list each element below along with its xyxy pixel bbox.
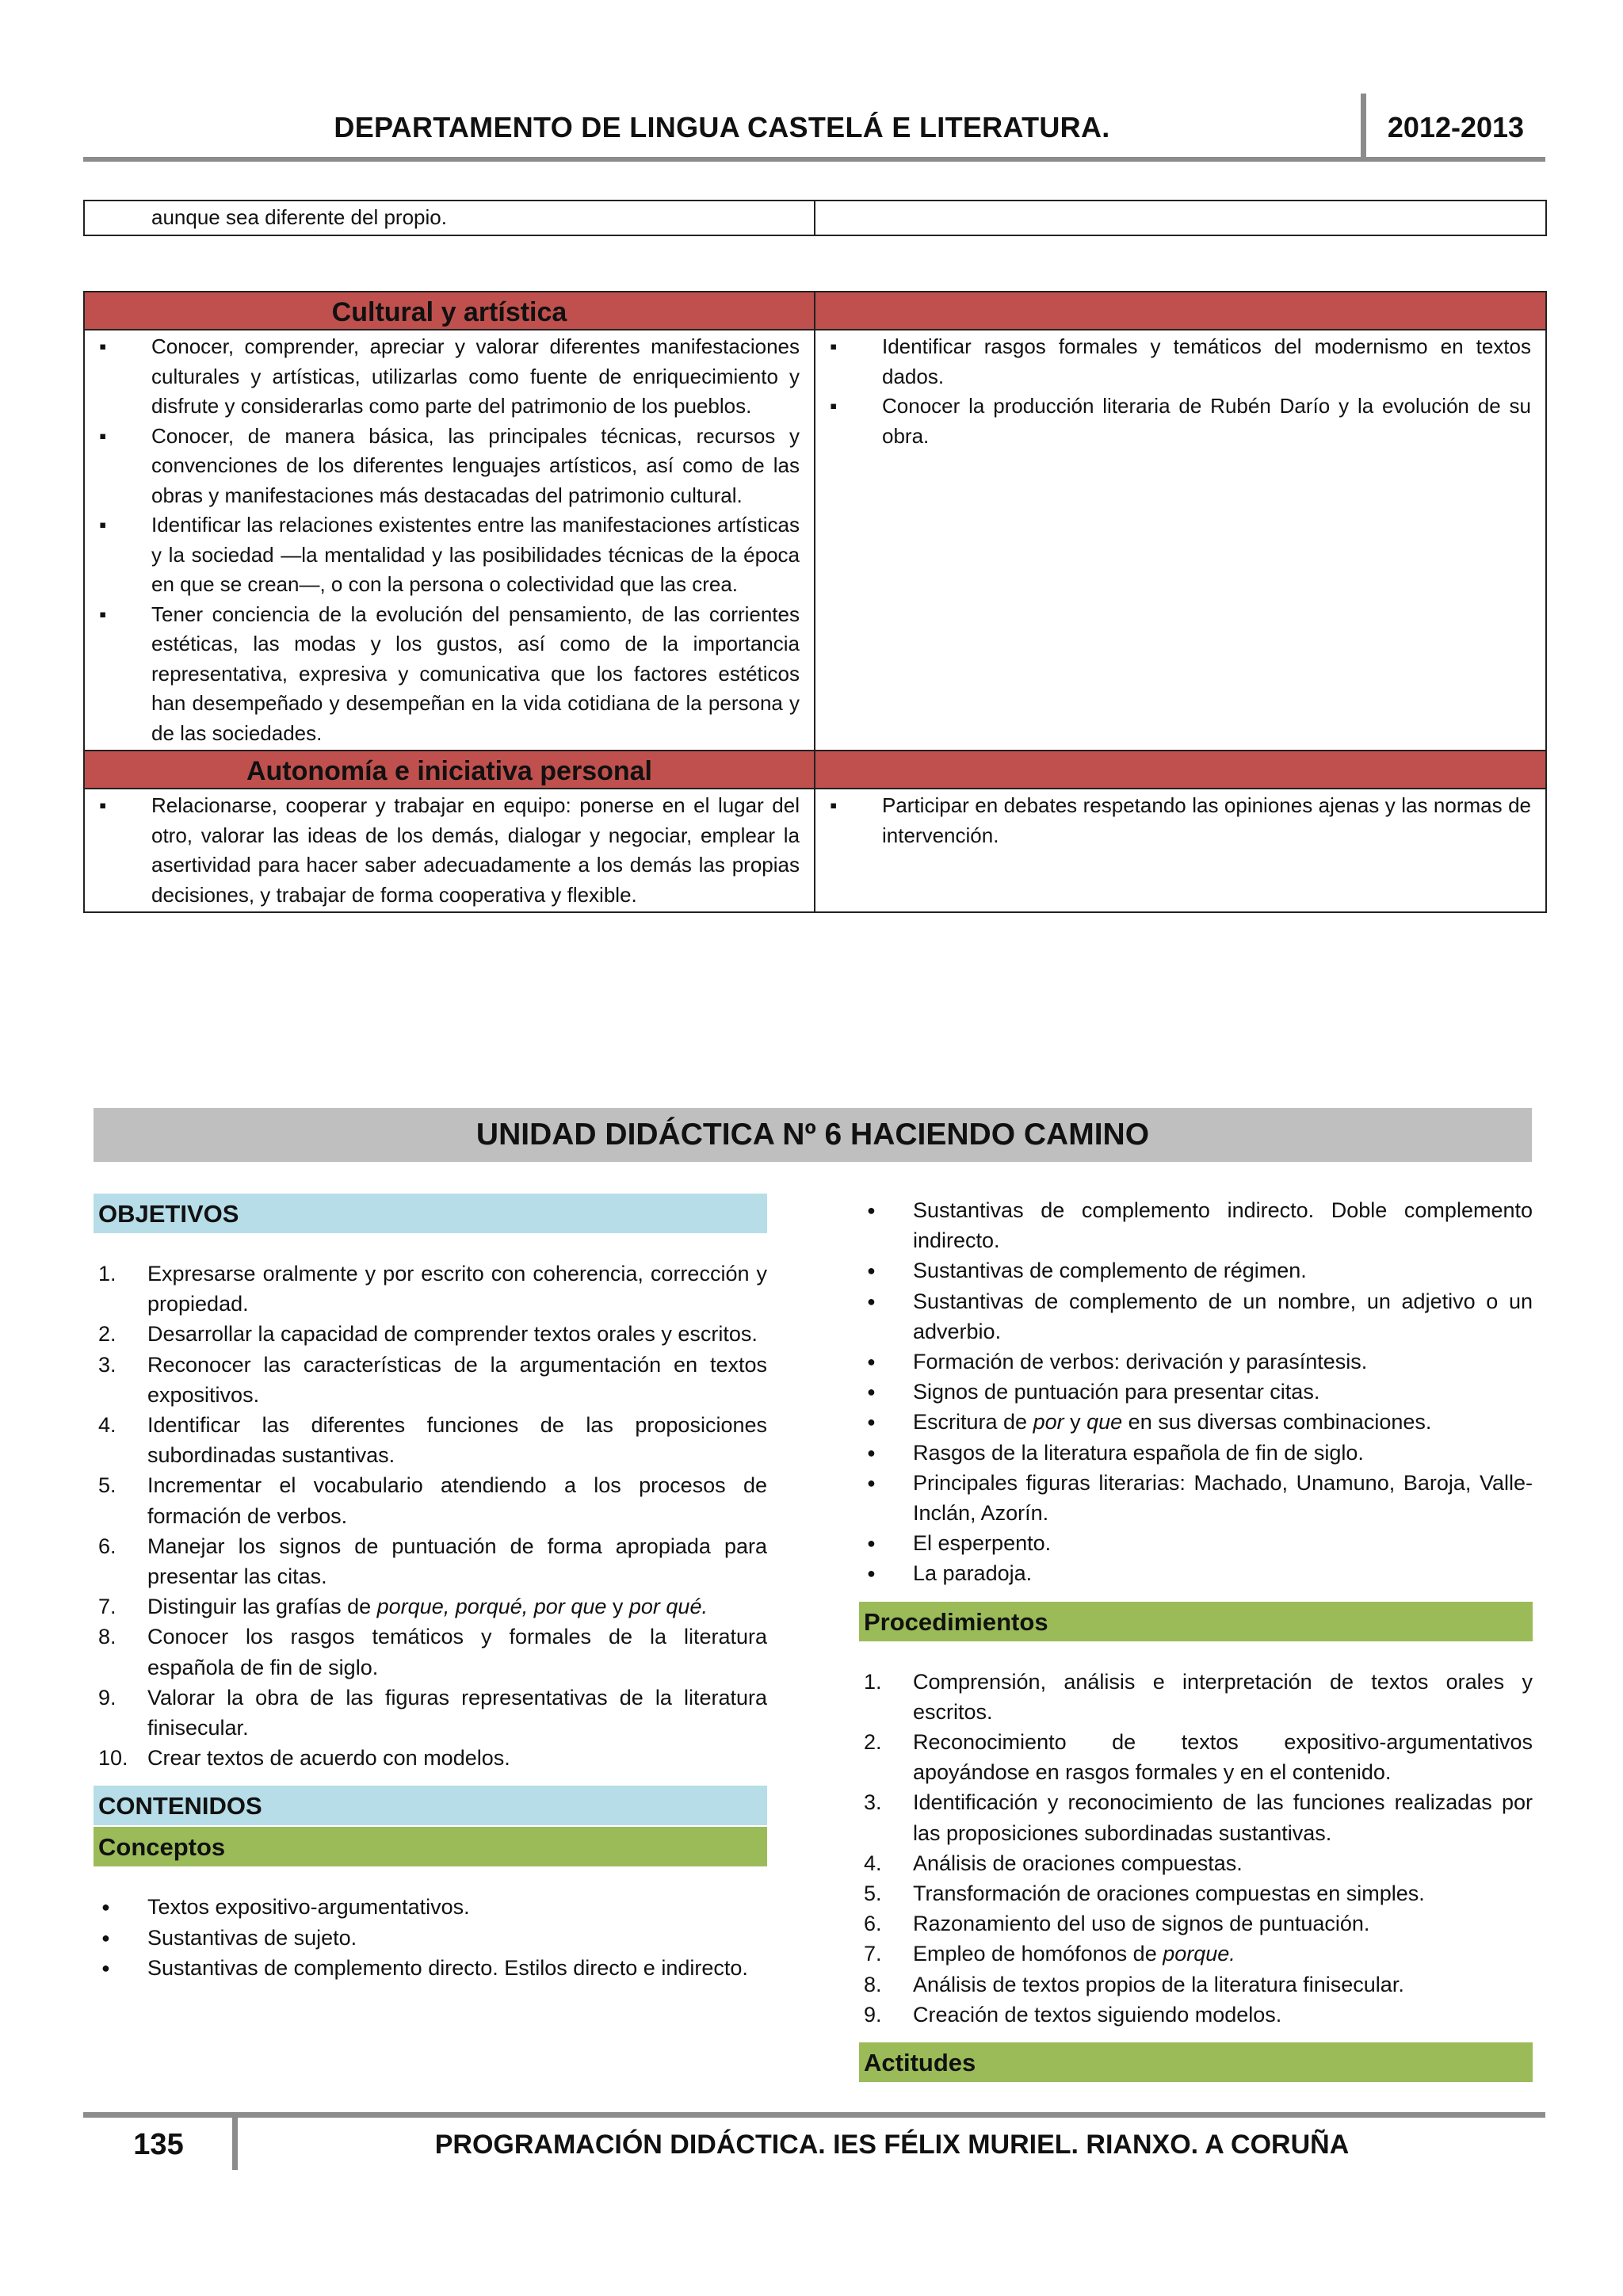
item-number: 5. bbox=[98, 1473, 116, 1498]
item-number: 9. bbox=[98, 1685, 116, 1710]
item-text: Reconocimiento de textos expositivo-argumentativos apoyándose en rasgos formales y en el contenido. bbox=[913, 1730, 1533, 1785]
list-item bbox=[94, 1743, 767, 1773]
procedimientos-heading: Procedimientos bbox=[859, 1602, 1533, 1641]
list-item bbox=[859, 1727, 1533, 1787]
school-year: 2012-2013 bbox=[1387, 111, 1525, 143]
list-item: ● Textos expositivo-argumentativos. bbox=[94, 1892, 767, 1922]
list-item bbox=[94, 1531, 767, 1591]
item-text: Comprensión, análisis e interpretación de textos orales y escritos. bbox=[913, 1669, 1533, 1724]
item-number: 3. bbox=[98, 1352, 116, 1377]
right-column bbox=[859, 1195, 1533, 2082]
footer-rule bbox=[83, 2112, 1545, 2118]
item-number: 2. bbox=[98, 1322, 116, 1347]
item-text-italic: porque. bbox=[1163, 1942, 1235, 1966]
list-item: ▪ Identificar las relaciones existentes entre las manifestaciones artísticas y la sociedad —la mentalidad y las posibilidades técnicas de la época en que se crean—, o con la persona o colectividad que las crea. bbox=[99, 510, 800, 600]
item-number: 7. bbox=[98, 1595, 116, 1619]
cell-text: aunque sea diferente del propio. bbox=[151, 205, 447, 229]
list-item bbox=[94, 1470, 767, 1530]
list-item bbox=[859, 1878, 1533, 1908]
item-text: Expresarse oralmente y por escrito con coherencia, corrección y propiedad. bbox=[147, 1262, 767, 1316]
item-text-italic: que bbox=[1086, 1410, 1123, 1435]
competence-list bbox=[99, 791, 800, 910]
item-text: Identificar las diferentes funciones de las proposiciones subordinadas sustantivas. bbox=[147, 1413, 767, 1468]
item-text-italic: por bbox=[1033, 1410, 1064, 1435]
item-number: 1. bbox=[864, 1669, 882, 1694]
list-item: ▪ Conocer, de manera básica, las principales técnicas, recursos y convenciones de los diferentes lenguajes artísticos, así como de las obras y manifestaciones más destacadas del patrimonio cultural. bbox=[99, 422, 800, 511]
item-text: Desarrollar la capacidad de comprender textos orales y escritos. bbox=[147, 1322, 758, 1347]
item-text: y bbox=[1064, 1410, 1087, 1435]
list-item: ● El esperpento. bbox=[859, 1528, 1533, 1558]
item-text: Análisis de textos propios de la literatura finisecular. bbox=[913, 1972, 1404, 1996]
item-text: Identificación y reconocimiento de las funciones realizadas por las proposiciones subordinadas sustantivas. bbox=[913, 1790, 1533, 1845]
conceptos-list-continued bbox=[859, 1195, 1533, 1589]
list-item: ▪ Participar en debates respetando las opiniones ajenas y las normas de intervención. bbox=[830, 791, 1531, 850]
item-text: Reconocer las características de la argumentación en textos expositivos. bbox=[147, 1352, 767, 1407]
competence-heading-blank bbox=[815, 751, 1546, 789]
item-number: 2. bbox=[864, 1730, 882, 1755]
list-item: ▪ Tener conciencia de la evolución del pensamiento, de las corrientes estéticas, las modas y los gustos, así como de la importancia representativa, expresiva y comunicativa que los factores estéticos han desempeñado y desempeñan en la vida cotidiana de la persona y de las sociedades. bbox=[99, 600, 800, 749]
item-text: Escritura de bbox=[913, 1410, 1033, 1435]
item-text: Distinguir las grafías de bbox=[147, 1595, 377, 1619]
item-number: 8. bbox=[864, 1972, 882, 1996]
list-item bbox=[859, 2000, 1533, 2030]
item-number: 4. bbox=[98, 1413, 116, 1438]
header-divider bbox=[1361, 94, 1366, 157]
header-rule bbox=[83, 157, 1545, 162]
list-item: ● Signos de puntuación para presentar citas. bbox=[859, 1377, 1533, 1407]
list-item: ● Sustantivas de sujeto. bbox=[94, 1923, 767, 1953]
item-text: Crear textos de acuerdo con modelos. bbox=[147, 1746, 510, 1771]
list-item: ● Formación de verbos: derivación y parasíntesis. bbox=[859, 1347, 1533, 1377]
competence-list bbox=[830, 332, 1531, 451]
competence-heading-blank bbox=[815, 292, 1546, 330]
objetivos-heading: OBJETIVOS bbox=[94, 1194, 767, 1233]
list-item bbox=[859, 1969, 1533, 2000]
list-item: ▪ Conocer, comprender, apreciar y valorar diferentes manifestaciones culturales y artísticas, utilizarlas como fuente de enriquecimiento y disfrute y considerarlas como parte del patrimonio de los pueblos. bbox=[99, 332, 800, 422]
table-row bbox=[84, 201, 1546, 235]
list-item bbox=[94, 1410, 767, 1470]
item-text: Incrementar el vocabulario atendiendo a los procesos de formación de verbos. bbox=[147, 1473, 767, 1528]
list-item: ● Sustantivas de complemento de régimen. bbox=[859, 1255, 1533, 1286]
item-number: 1. bbox=[98, 1262, 116, 1286]
item-text: Manejar los signos de puntuación de forma apropiada para presentar las citas. bbox=[147, 1534, 767, 1589]
list-item: ● Rasgos de la literatura española de fin de siglo. bbox=[859, 1438, 1533, 1468]
continuation-table bbox=[83, 200, 1547, 236]
competence-heading-row bbox=[84, 751, 1546, 789]
actitudes-heading: Actitudes bbox=[859, 2042, 1533, 2082]
item-text-italic: por qué. bbox=[628, 1595, 708, 1619]
conceptos-list bbox=[94, 1892, 767, 1983]
contenidos-heading: CONTENIDOS bbox=[94, 1786, 767, 1825]
competence-unit-cell bbox=[815, 789, 1546, 912]
list-item bbox=[94, 1319, 767, 1349]
competence-unit-cell bbox=[815, 330, 1546, 751]
list-item: ▪ Conocer la producción literaria de Rubén Darío y la evolución de su obra. bbox=[830, 392, 1531, 451]
item-text: Valorar la obra de las figuras representativas de la literatura finisecular. bbox=[147, 1685, 767, 1740]
unit-title: UNIDAD DIDÁCTICA Nº 6 HACIENDO CAMINO bbox=[94, 1108, 1532, 1162]
list-item: ● Sustantivas de complemento directo. Estilos directo e indirecto. bbox=[94, 1953, 767, 1983]
department-title: DEPARTAMENTO DE LINGUA CASTELÁ E LITERATURA. bbox=[334, 111, 1110, 143]
item-number: 9. bbox=[864, 2002, 882, 2027]
item-number: 6. bbox=[98, 1534, 116, 1558]
competence-list bbox=[99, 332, 800, 748]
page-header bbox=[83, 94, 1545, 162]
competence-general-cell bbox=[84, 330, 815, 751]
list-item: ● Sustantivas de complemento indirecto. Doble complemento indirecto. bbox=[859, 1195, 1533, 1255]
item-text: Conocer los rasgos temáticos y formales de la literatura española de fin de siglo. bbox=[147, 1625, 767, 1679]
item-text: Empleo de homófonos de bbox=[913, 1942, 1163, 1966]
item-text-italic: porque, porqué, por que bbox=[376, 1595, 607, 1619]
list-item bbox=[94, 1622, 767, 1682]
item-number: 4. bbox=[864, 1851, 882, 1875]
conceptos-heading: Conceptos bbox=[94, 1827, 767, 1866]
objetivos-list bbox=[94, 1259, 767, 1773]
list-item: ● Sustantivas de complemento de un nombre, un adjetivo o un adverbio. bbox=[859, 1286, 1533, 1347]
item-text: Transformación de oraciones compuestas en simples. bbox=[913, 1881, 1425, 1906]
competence-heading: Cultural y artística bbox=[84, 292, 815, 330]
item-number: 3. bbox=[864, 1790, 882, 1815]
item-number: 7. bbox=[864, 1942, 882, 1966]
list-item: ● Principales figuras literarias: Machado, Unamuno, Baroja, Valle-Inclán, Azorín. bbox=[859, 1468, 1533, 1528]
item-text: Razonamiento del uso de signos de puntuación. bbox=[913, 1912, 1370, 1936]
list-item bbox=[859, 1908, 1533, 1939]
footer-divider bbox=[232, 2118, 238, 2170]
page-number: 135 bbox=[133, 2128, 184, 2161]
competence-row bbox=[84, 330, 1546, 751]
item-text: en sus diversas combinaciones. bbox=[1122, 1410, 1432, 1435]
item-number: 8. bbox=[98, 1625, 116, 1649]
footer-text: PROGRAMACIÓN DIDÁCTICA. IES FÉLIX MURIEL. RIANXO. A CORUÑA bbox=[434, 2130, 1350, 2160]
list-item: ● La paradoja. bbox=[859, 1558, 1533, 1588]
list-item bbox=[859, 1787, 1533, 1847]
list-item bbox=[94, 1683, 767, 1743]
competence-row bbox=[84, 789, 1546, 912]
item-text: y bbox=[606, 1595, 629, 1619]
list-item bbox=[859, 1407, 1533, 1437]
list-item bbox=[859, 1848, 1533, 1878]
item-number: 5. bbox=[864, 1881, 882, 1906]
list-item bbox=[859, 1667, 1533, 1727]
item-text: Análisis de oraciones compuestas. bbox=[913, 1851, 1243, 1875]
item-text: Creación de textos siguiendo modelos. bbox=[913, 2002, 1282, 2027]
competence-list bbox=[830, 791, 1531, 850]
competence-heading: Autonomía e iniciativa personal bbox=[84, 751, 815, 789]
left-column bbox=[94, 1194, 767, 1983]
table-cell bbox=[815, 201, 1546, 235]
list-item bbox=[94, 1350, 767, 1410]
list-item bbox=[94, 1591, 767, 1622]
table-cell bbox=[84, 201, 815, 235]
list-item bbox=[859, 1939, 1533, 1969]
list-item bbox=[94, 1259, 767, 1319]
item-number: 10. bbox=[98, 1746, 128, 1771]
page-footer bbox=[83, 2112, 1545, 2176]
list-item: ▪ Identificar rasgos formales y temáticos del modernismo en textos dados. bbox=[830, 332, 1531, 392]
competences-table bbox=[83, 291, 1547, 913]
list-item: ▪ Relacionarse, cooperar y trabajar en equipo: ponerse en el lugar del otro, valorar las ideas de los demás, dialogar y negociar, emplear la asertividad para hacer saber adecuadamente a los demás las propias decisiones, y trabajar de forma cooperativa y flexible. bbox=[99, 791, 800, 910]
procedimientos-list bbox=[859, 1667, 1533, 2030]
competence-heading-row bbox=[84, 292, 1546, 330]
competence-general-cell bbox=[84, 789, 815, 912]
item-number: 6. bbox=[864, 1912, 882, 1936]
